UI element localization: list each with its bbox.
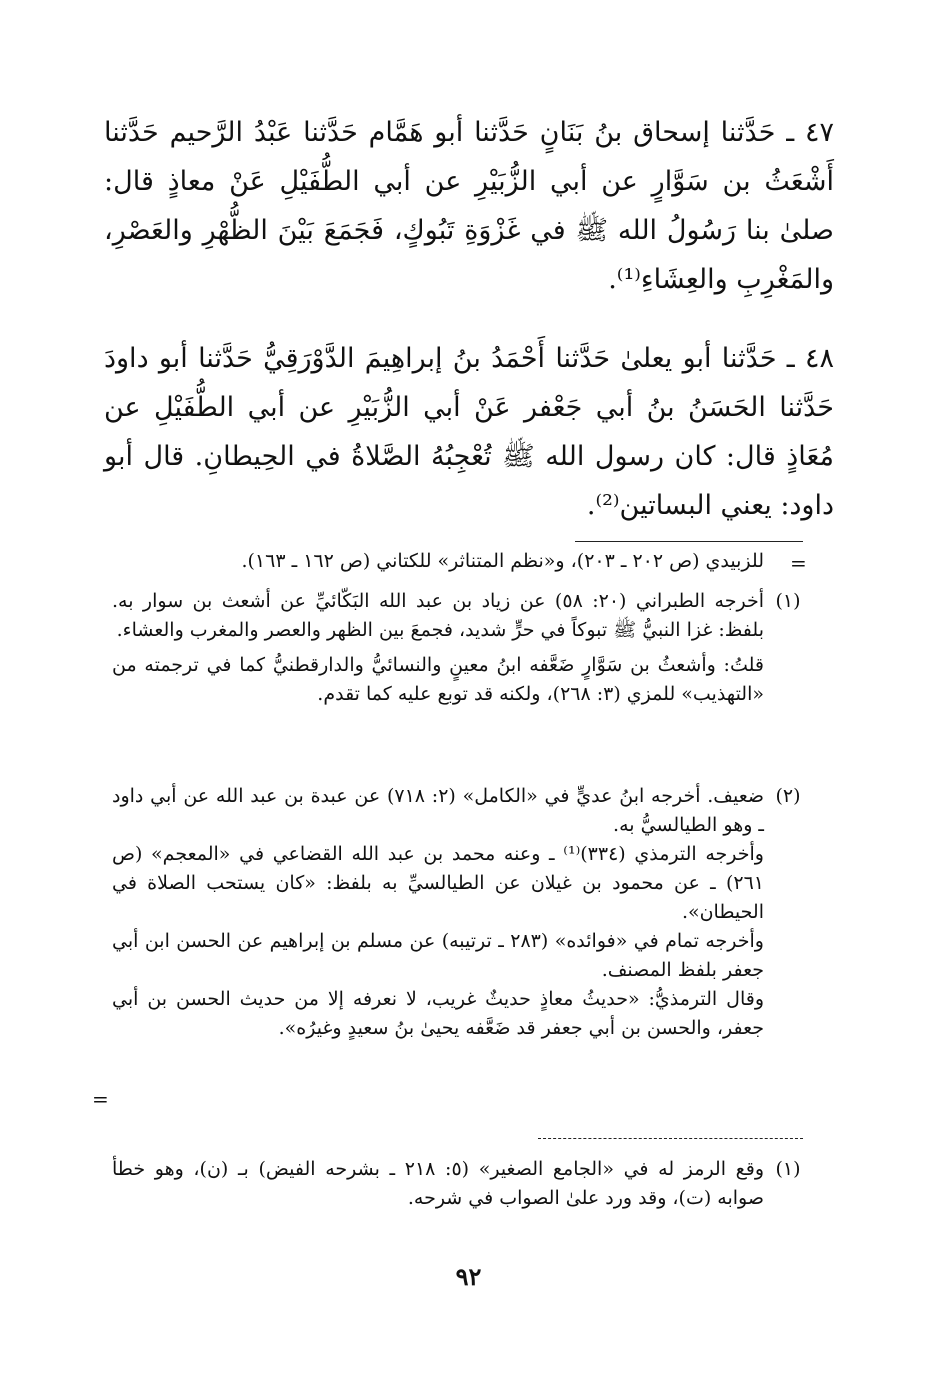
hadith-48: ٤٨ ـ حَدَّثنا أبو يعلىٰ حَدَّثنا أَحْمَدُ بنُ إبراهِيمَ الدَّوْرَقِيُّ حَدَّثنا أبو داودَ حَدَّثنا الحَسَنُ بنُ أبي جَعْفر عَنْ أبي الزُّبَيْرِ عن أبي الطُّفَيْلِ عن مُعَاذٍ قال: كان رسول الله ﷺ تُعْجِبُهُ الصَّلاةُ في الحِيطانِ. قال أبو داود: يعني البساتين⁽²⁾.	[104, 343, 834, 521]
footnote-2-line: ضعيف. أخرجه ابنُ عديٍّ في «الكامل» (٢: ٧١٨) عن عبدة بن عبد الله عن أبي داود ـ وهو الطيالسيُّ به.	[112, 785, 764, 836]
footnote-continuation	[112, 547, 764, 576]
continues-marker: =	[92, 1087, 109, 1111]
sub-footnote-separator	[538, 1138, 803, 1139]
footnote-2-line: وأخرجه الترمذي (٣٣٤)⁽¹⁾ ـ وعنه محمد بن عبد الله القضاعي في «المعجم» (ص ٢٦١) ـ عن محمود بن غيلان عن الطيالسيِّ به بلفظ: «كان يستحب الصلاة في الحيطان».	[112, 843, 764, 923]
footnote-separator	[575, 541, 803, 542]
page-number: ٩٢	[455, 1262, 482, 1291]
hadith-47: ٤٧ ـ حَدَّثنا إسحاق بنُ بَنَانٍ حَدَّثنا أبو هَمَّام حَدَّثنا عَبْدُ الرَّحيم حَدَّثنا أَشْعَثُ بن سَوَّارٍ عن أبي الزُّبَيْرِ عن أبي الطُّفَيْلِ عَنْ معاذٍ قال: صلىٰ بنا رَسُولُ الله ﷺ في غَزْوَةِ تَبُوكٍ، فَجَمَعَ بَيْنَ الظُّهْرِ والعَصْرِ، والمَغْرِبِ والعِشَاءِ⁽¹⁾.	[104, 117, 834, 295]
footnote-2	[112, 782, 801, 1043]
footnote-1-marker: (١)	[775, 590, 801, 612]
footnote-1	[112, 587, 801, 709]
continuation-marker: =	[790, 551, 807, 575]
main-text	[104, 108, 834, 560]
footnote-2-marker: (٢)	[775, 785, 801, 807]
footnote-1-line: أخرجه الطبراني (٢٠: ٥٨) عن زياد بن عبد الله البَكّائيِّ عن أشعث بن سوار به. بلفظ: غزا النبيُّ ﷺ تبوكاً في حرٍّ شديد، فجمعَ بين الظهر والعصر والمغرب والعشاء.	[112, 590, 764, 641]
footnote-2-line: وأخرجه تمام في «فوائده» (٢٨٣ ـ ترتيبه) عن مسلم بن إبراهيم عن الحسن ابن أبي جعفر بلفظ المصنف.	[112, 930, 764, 981]
footnote-2-line: وقال الترمذيُّ: «حديثُ معاذٍ حديثٌ غريب، لا نعرفه إلا من حديث الحسن بن أبي جعفر، والحسن بن أبي جعفر قد ضَعَّفه يحيىٰ بنُ سعيدٍ وغيرُه».	[112, 988, 764, 1039]
footnote-1-line: قلتُ: وأشعثُ بن سَوَّارٍ ضَعَّفه ابنُ معينٍ والنسائيُّ والدارقطنيُّ كما في ترجمته من «التهذيب» للمزي (٣: ٢٦٨)، ولكنه قد توبع عليه كما تقدم.	[112, 654, 764, 705]
footnote-continuation-text: للزبيدي (ص ٢٠٢ ـ ٢٠٣)، و«نظم المتناثر» للكتاني (ص ١٦٢ ـ ١٦٣).	[241, 550, 764, 572]
sub-footnote-1	[112, 1155, 801, 1213]
sub-footnote-marker: (١)	[775, 1158, 801, 1180]
sub-footnote-text: وقع الرمز له في «الجامع الصغير» (٥: ٢١٨ ـ بشرحه الفيض) بـ (ن)، وهو خطأ صوابه (ت)، وقد ورد علىٰ الصواب في شرحه.	[112, 1158, 765, 1209]
